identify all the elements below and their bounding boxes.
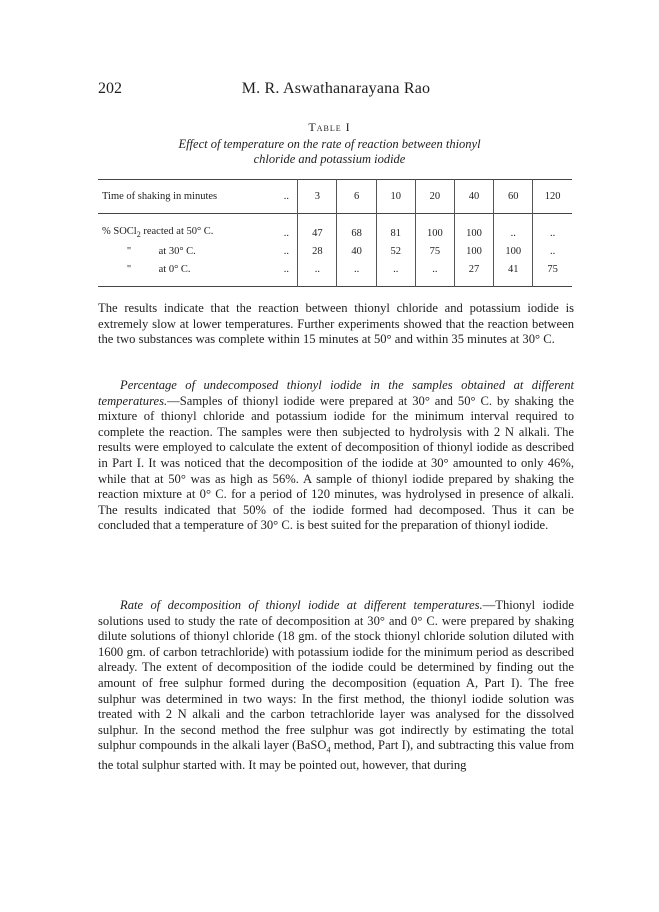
data-table [98, 179, 572, 287]
running-head: M. R. Aswathanarayana Rao [241, 80, 431, 97]
table-cell: 47 [298, 214, 337, 243]
table-cell: 75 [533, 260, 572, 287]
page-header [98, 80, 574, 104]
table-header-cell: 60 [494, 180, 533, 214]
table-cell: 100 [454, 242, 493, 260]
row-label-prefix: % SOCl [102, 226, 137, 238]
table-cell: 75 [415, 242, 454, 260]
row-temperature: at 0° C. [158, 263, 191, 275]
table-cell: 28 [298, 242, 337, 260]
row-label-subscript: 2 [136, 230, 141, 240]
table-cell: .. [533, 214, 572, 243]
body-paragraph [98, 598, 574, 774]
table-cell: 41 [494, 260, 533, 287]
run-in-heading: Rate of decomposition of thionyl iodide at different temperatures. [120, 598, 483, 612]
table-label: Table I [308, 120, 351, 134]
row-label [98, 260, 284, 287]
row-label [98, 214, 284, 243]
table-cell: 68 [337, 214, 376, 243]
table-row [98, 242, 572, 260]
table-caption-line: chloride and potassium iodide [253, 152, 406, 166]
table-cell: 81 [376, 214, 415, 243]
row-label [98, 242, 284, 260]
table-cell: .. [494, 214, 533, 243]
paragraph-text: The results indicate that the reaction between thionyl chloride and potassium iodide is extremely slow at lower temperatures. Further experiments showed that the reaction between the two substances was complete within 15 minutes at 50° and within 35 minutes at 30° C. [98, 301, 574, 347]
paragraph-body: —Samples of thionyl iodide were prepared at 30° and 50° C. by shaking the mixture of thionyl chloride and potassium iodide for the minimum interval required to complete the reaction. The samples were then subjected to hydrolysis with 2 N alkali. The results were employed to calculate the extent of decomposition of thionyl iodide as described in Part I. It was noticed that the decomposition of the iodide at 30° amounted to only 46%, while that at 50° was as high as 56%. A sample of thionyl iodide prepared by shaking the reaction mixture at 0° C. for a period of 120 minutes, was hydrolysed in presence of alkali. The results indicated that 50% of the iodide formed had decomposed. Thus it can be concluded that a temperature of 30° C. is best suited for the preparation of thionyl iodide. [98, 393, 574, 533]
table-cell: 100 [454, 214, 493, 243]
ditto-mark: " [126, 245, 132, 257]
table-row [98, 214, 572, 243]
table-cell: .. [533, 242, 572, 260]
paragraph-body: —Thionyl iodide solutions used to study the rate of decomposition at 30° and 0° C. were prepared by shaking dilute solutions of thionyl chloride (18 gm. of the stock thionyl chloride solution diluted with 1600 gm. of carbon tetrachloride) with potassium iodide for the minimum period as described already. The extent of decomposition of the iodide could be determined by finding out the amount of free sulphur formed during the decomposition (equation A, Part I). The free sulphur was determined in two ways: In the first method, the thionyl iodide solution was treated with 2 N alkali and the carbon tetrachloride layer was analysed for the dissolved sulphur. In the second method the free sulphur was got indirectly by estimating the total sulphur compounds in the alkali layer (BaSO [98, 598, 574, 753]
table-row [98, 260, 572, 287]
table-cell: .. [415, 260, 454, 287]
table-header-row [98, 180, 572, 214]
table-cell: 40 [337, 242, 376, 260]
leader-dots: .. [283, 263, 290, 275]
paragraph-text [98, 598, 574, 774]
table-cell: .. [337, 260, 376, 287]
table-cell: 100 [415, 214, 454, 243]
table-caption-line: Effect of temperature on the rate of reaction between thionyl [178, 137, 481, 151]
leader-dots: .. [283, 191, 290, 202]
row-temperature: at 30° C. [158, 245, 196, 257]
table-cell: .. [298, 260, 337, 287]
table-caption [120, 137, 539, 167]
table-cell: 27 [454, 260, 493, 287]
body-paragraph [98, 378, 574, 534]
leader-dots: .. [283, 245, 290, 257]
table-header-cell: 120 [533, 180, 572, 214]
run-in-heading: Percentage of undecomposed thionyl iodide in the samples obtained at different temperatures. [98, 378, 574, 408]
table-header-cell: 20 [415, 180, 454, 214]
body-paragraph [98, 301, 574, 348]
leader-dots: .. [283, 227, 290, 239]
row-label-suffix: reacted [140, 226, 174, 238]
page-number: 202 [98, 80, 122, 97]
table-header-cell: 10 [376, 180, 415, 214]
table-header-cell: 40 [454, 180, 493, 214]
table-header-cell: 3 [298, 180, 337, 214]
table-cell: .. [376, 260, 415, 287]
ditto-mark: " [126, 263, 132, 275]
table-cell: 100 [494, 242, 533, 260]
paragraph-body-continued: method, Part I), and subtracting this value from the total sulphur started with. It may be pointed out, however, that during [98, 738, 574, 773]
table-header-label: Time of shaking in minutes [102, 191, 218, 202]
table-header-cell: 6 [337, 180, 376, 214]
paragraph-text [98, 378, 574, 534]
subscript: 4 [326, 745, 331, 755]
table-cell: 52 [376, 242, 415, 260]
row-temperature: at 50° C. [176, 226, 214, 238]
